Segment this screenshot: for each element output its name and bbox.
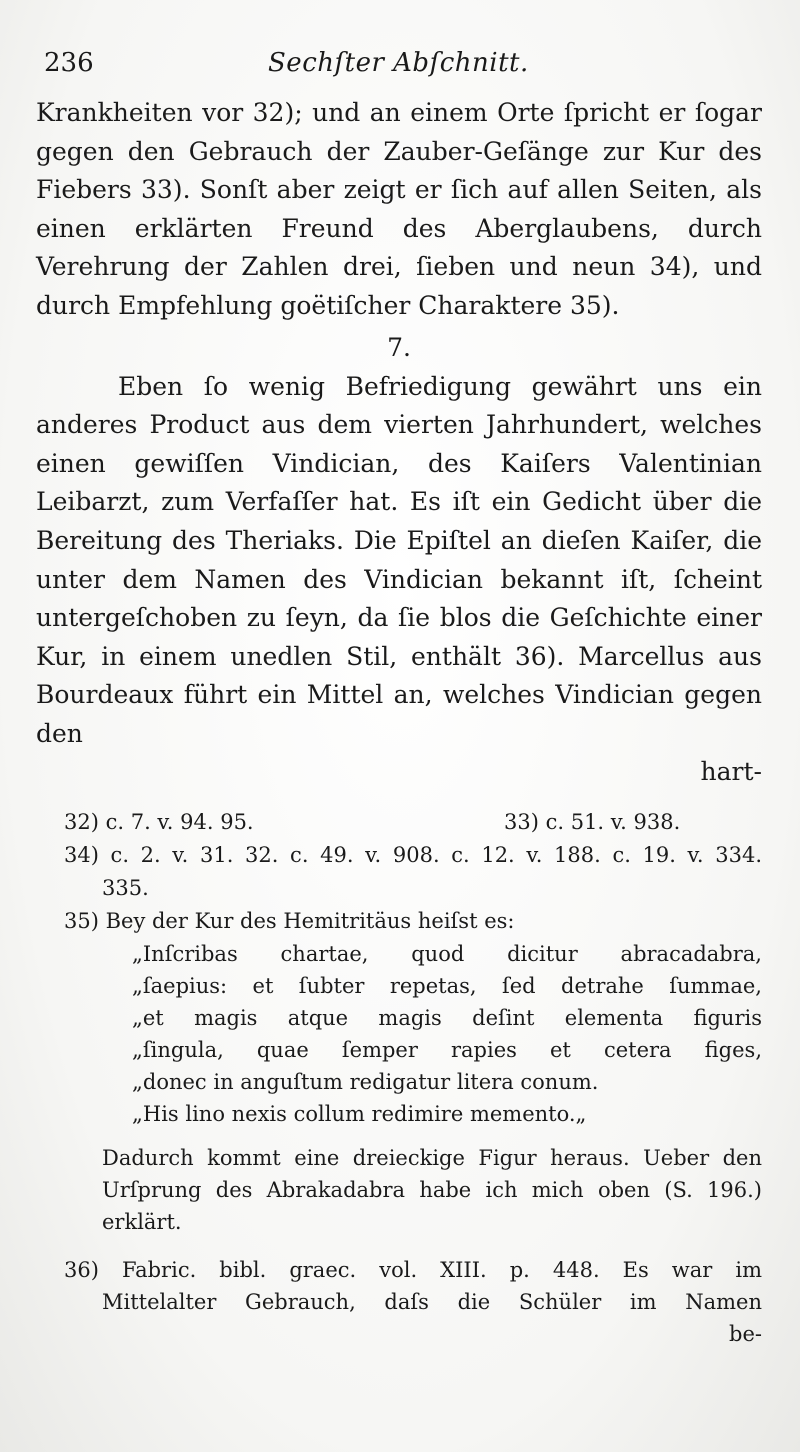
page-header xyxy=(36,44,762,94)
verse-line: „ſaepius: et ſubter repetas, ſed detrahe ſummae, xyxy=(132,973,762,998)
verse-line: „et magis atque magis deſint elementa figuris xyxy=(132,1005,762,1030)
footnote-catchword: be- xyxy=(729,1321,762,1346)
verse-line: „donec in anguſtum redigatur litera conum. xyxy=(132,1069,599,1094)
paragraph-2: Eben ſo wenig Befriedigung gewährt uns ein anderes Product aus dem vierten Jahrhundert, welches einen gewiſſen Vindician, des Kaiſers Valentinian Leibarzt, zum Verfaſſer hat. Es iſt ein Gedicht über die Bereitung des Theriaks. Die Epiſtel an dieſen Kaiſer, die unter dem Namen des Vindician bekannt iſt, ſcheint untergeſchoben zu ſeyn, da ſie blos die Geſchichte einer Kur, in einem unedlen Stil, enthält 36). Marcellus aus Bourdeaux führt ein Mittel an, welches Vindician gegen den xyxy=(36,371,762,748)
footnote-34: 34) c. 2. v. 31. 32. c. 49. v. 908. c. 12. v. 188. c. 19. v. 334. xyxy=(64,842,762,867)
footnote-35-note: Dadurch kommt eine dreieckige Figur heraus. Ueber den Urſprung des Abrakadabra habe ich mich oben (S. 196.) erklärt. xyxy=(102,1145,762,1234)
footnote-36 xyxy=(36,1254,762,1350)
verse-line: „His lino nexis collum redimire memento.„ xyxy=(132,1101,587,1126)
verse-line: „ſingula, quae ſemper rapies et cetera figes, xyxy=(132,1037,762,1062)
footnote-33: 33) c. 51. v. 938. xyxy=(504,809,681,834)
catchword: hart- xyxy=(700,756,762,786)
section-number: 7. xyxy=(387,332,411,362)
footnote-34-continued: 335. xyxy=(102,875,149,900)
footnote-32: 32) c. 7. v. 94. 95. xyxy=(64,809,254,834)
page-number: 236 xyxy=(44,48,94,78)
footnote-36-continued: Mittelalter Gebrauch, daſs die Schüler im Namen xyxy=(102,1289,762,1314)
footnote-row-32-33 xyxy=(36,806,762,839)
main-text xyxy=(36,94,762,790)
verse-line: „Inſcribas chartae, quod dicitur abracadabra, xyxy=(132,941,762,966)
paragraph-1: Krankheiten vor 32); und an einem Orte ſpricht er ſogar gegen den Gebrauch der Zauber-Geſänge zur Kur des Fiebers 33). Sonſt aber zeigt er ſich auf allen Seiten, als einen erklärten Freund des Aberglaubens, durch Verehrung der Zahlen drei, ſieben und neun 34), und durch Empfehlung goëtiſcher Charaktere 35). xyxy=(36,98,762,320)
footnote-35: 35) Bey der Kur des Hemitritäus heiſst es: xyxy=(64,908,515,933)
footnote-36-line: 36) Fabric. bibl. graec. vol. XIII. p. 448. Es war im xyxy=(64,1257,762,1282)
verse-block xyxy=(36,938,762,1130)
footnotes xyxy=(36,806,762,1350)
running-title: Sechſter Abſchnitt. xyxy=(268,48,529,78)
